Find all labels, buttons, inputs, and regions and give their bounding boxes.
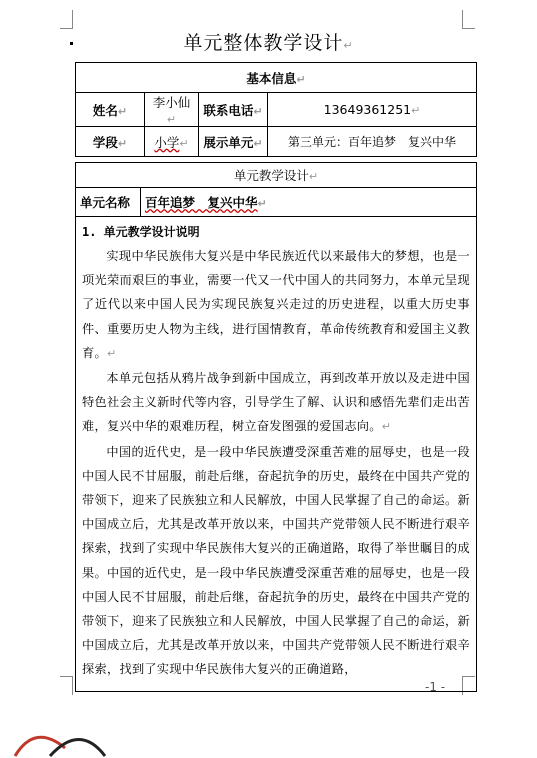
unit-label-cell[interactable]: 展示单元↵ (199, 127, 268, 157)
page-title[interactable] (0, 28, 537, 55)
crop-mark-top-left (60, 10, 73, 29)
unit-name-label-cell[interactable]: 单元名称 (76, 188, 141, 217)
stage-value-cell[interactable]: 小学↵ (145, 127, 199, 157)
page-title-text[interactable]: 单元整体教学设计 (183, 32, 344, 54)
paragraph-3[interactable]: 中国的近代史，是一段中华民族遭受深重苦难的屈辱史，也是一段中国人民不甘屈服，前赴后继，奋起抗争的历史，最终在中国共产党的带领下，迎来了民族独立和人民解放，中国人民掌握了自己的命运。新中国成立后，尤其是改革开放以来，中国共产党带领人民不断进行艰辛探索，找到了实现中华民族伟大复兴的正确道路，取得了举世瞩目的成果。中国的近代史，是一段中华民族遭受深重苦难的屈辱史，也是一段中国人民不甘屈服，前赴后继，奋起抗争的历史，最终在中国共产党的带领下，迎来了民族独立和人民解放，中国人民掌握了自己的命运，新中国成立后，尤其是改革开放以来，中国共产党带领人民不断进行艰辛探索，找到了实现中华民族伟大复兴的正确道路， (82, 444, 470, 677)
phone-label-cell[interactable]: 联系电话↵ (199, 93, 268, 127)
paragraph-1[interactable]: 实现中华民族伟大复兴是中华民族近代以来最伟大的梦想，也是一项光荣而艰巨的事业，需要一代又一代中国人的共同努力，本单元呈现了近代以来中国人民为实现民族复兴走过的历史进程，以重大历史事件、重要历史人物为主线，进行国情教育，革命传统教育和爱国主义教育。↵ (82, 249, 470, 360)
unit-name-value-cell[interactable]: 百年追梦 复兴中华↵ (141, 188, 477, 217)
stage-label-cell[interactable]: 学段↵ (76, 127, 145, 157)
phone-value-cell[interactable]: 13649361251↵ (268, 93, 477, 127)
name-label-cell[interactable]: 姓名↵ (76, 93, 145, 127)
paragraph-mark: ↵ (343, 39, 354, 52)
basic-info-table (75, 62, 477, 157)
paragraph-2[interactable]: 本单元包括从鸦片战争到新中国成立，再到改革开放以及走进中国特色社会主义新时代等内容，引导学生了解、认识和感悟先辈们走出苦难，复兴中华的艰难历程，树立奋发图强的爱国志向。↵ (82, 371, 470, 434)
unit-value-cell[interactable]: 第三单元：百年追梦 复兴中华 (268, 127, 477, 157)
unit-design-body[interactable] (76, 217, 477, 692)
page-number: -1 - (425, 680, 446, 694)
name-value-cell[interactable]: 李小仙↵ (145, 93, 199, 127)
unit-design-header[interactable]: 单元教学设计↵ (76, 163, 477, 188)
crop-mark-top-right (462, 10, 475, 29)
section-heading[interactable]: 1. 单元教学设计说明 (82, 225, 200, 239)
decorative-arc (10, 718, 110, 758)
crop-mark-bottom-left (60, 676, 73, 695)
basic-info-header[interactable]: 基本信息↵ (76, 63, 477, 93)
unit-design-table (75, 162, 477, 692)
